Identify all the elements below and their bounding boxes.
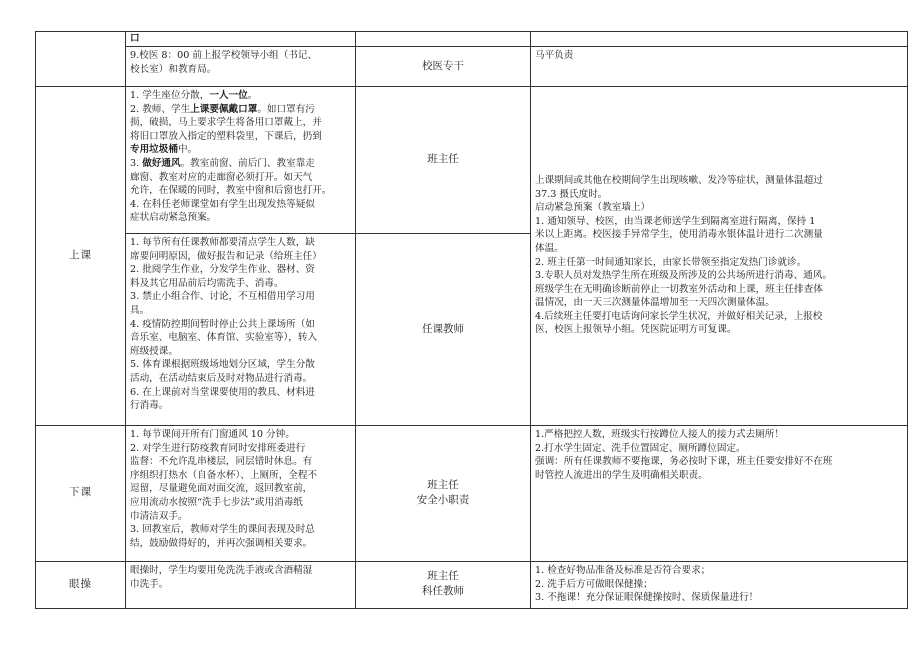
text-line: 料及其它用品前后均需洗手、消毒。 [130,277,284,289]
table-row-school-doctor [36,47,908,87]
text-line: 体温。 [535,242,564,254]
text-line: 校长室）和教育局。 [130,63,217,75]
text-line: 2.打水学生固定、洗手位置固定、厕所蹲位固定。 [535,442,746,454]
text-line: 监督：不允许乱串楼层，同层错时休息。有 [130,456,313,468]
text-line: 3. 不拖课！充分保证眼保健操按时、保质保量进行！ [535,592,759,604]
text-line: 逗留，尽量避免面对面交流，返回教室前， [130,483,313,495]
text-line: 专用垃圾桶中。 [130,144,198,156]
note-cell-doctor [531,47,908,87]
text-line: 1. 学生座位分散，一人一位。 [130,90,258,101]
text-line: 症状启动紧急预案。 [130,212,217,224]
text-line: 巾洗手。 [130,578,169,590]
text-line: 行消毒。 [130,400,169,412]
category-cell-break [36,426,126,562]
resp-cell-doctor [356,47,531,87]
text-line: 4.后续班主任要打电话询问家长学生状况，并做好相关记录，上报校 [535,310,823,322]
text-line: 5. 体育课根据班级场地划分区域，学生分散 [130,359,315,371]
text-line: 音乐室、电脑室、体育馆、实验室等），转入 [130,332,318,344]
table-row-continued-tail [36,32,908,47]
text-line: 上课期间或其他在校期间学生出现咳嗽、发冷等症状，测量体温超过 [535,174,823,186]
resp-cell-break [356,426,531,562]
text-line: 6. 在上课前对当堂课要使用的教具、材料进 [130,386,315,398]
text-line: 1. 通知领导、校医，由当课老师送学生到隔离室进行隔离，保持 1 [535,215,816,227]
text-line: 1. 每节所有任课教师都要清点学生人数，缺 [130,237,315,248]
text-line: 3. 回教室后，教师对学生的课间表现及时总 [130,524,315,536]
text-line: 班级授课。 [130,345,178,357]
text-line: 应用流动水按照“洗手七步法”或用消毒纸 [130,496,303,508]
text-line: 巾清洁双手。 [130,510,188,522]
principal-cell-class-head [126,87,356,234]
text-line: 4. 在科任老师课堂如有学生出现发热等疑似 [130,198,315,210]
resp-label: 班主任 [427,570,459,583]
text-line: 允许，在保暖的同时，教室中窗和后窗也打开。 [130,185,332,197]
resp-label: 安全小职责 [416,494,470,506]
principal-cell-class-subject [126,234,356,426]
text-line: 37.3 摄氏度时。 [535,188,608,200]
text-line: 9.校医 8：00 前上报学校领导小组（书记、 [130,50,318,61]
category-label: 上课 [69,248,92,261]
category-cell-class [36,87,126,426]
table-row-class-head-teacher [36,87,908,234]
text-line: 2. 对学生进行防疫教育同时安排班委进行 [130,442,306,454]
text-line: 启动紧急预案（教室墙上） [535,202,651,214]
category-cell-eye [36,562,126,609]
text-line: 活动，在活动结束后及时对物品进行消毒。 [130,372,313,384]
text-line: 具。 [130,304,150,316]
category-cell-empty [36,32,126,87]
text-line: 温情况，由一天三次测量体温增加至一天四次测量体温。 [535,297,775,309]
text-line: 医，校医上报领导小组。凭医院证明方可复课。 [535,324,737,336]
text-line: 班级学生在无明确诊断前停止一切教室外活动和上课，班主任排查体 [535,283,823,295]
text-line: 3.专职人员对发热学生所在班级及所涉及的公共场所进行消毒、通风。 [535,270,832,282]
text-line: 1. 检查好物品准备及标准是否符合要求； [535,565,711,576]
resp-label: 任课教师 [422,322,464,335]
text-line: 眼操时，学生均要用免洗洗手液或含酒精湿 [130,565,313,576]
prevention-measures-table [35,31,908,609]
table-row-break [36,426,908,562]
resp-cell-eye [356,562,531,609]
emergency-plan-cell [531,87,908,426]
principal-cell-eye [126,562,356,609]
resp-label: 班主任 [427,153,459,165]
text-line: 席要问明原因，做好报告和记录（给班主任） [130,250,322,262]
category-label: 眼操 [69,577,92,590]
table-row-eye-exercise [36,562,908,609]
text-line: 1. 每节课间开所有门窗通风 10 分钟。 [130,429,295,440]
text-line: 廊窗、教室对应的走廊窗必须打开。如天气 [130,171,313,183]
text-line: 2. 教师、学生上课要佩戴口罩。如口罩有污 [130,103,315,115]
note-text: 马平负责 [535,50,574,61]
category-label: 下课 [69,486,92,499]
resp-tail-cell [356,32,531,47]
text-line: 损，破损，马上要求学生将备用口罩戴上，并 [130,117,322,129]
resp-cell-class-head [356,87,531,234]
resp-label: 班主任 [427,479,459,491]
note-cell-eye [531,562,908,609]
resp-label: 校医专干 [422,59,464,72]
text-line: 4. 疫情防控期间暂时停止公共上课场所（如 [130,318,315,330]
text-line: 2. 批阅学生作业，分发学生作业、器材、资 [130,264,315,276]
text-line: 3. 做好通风。教室前窗、前后门、教室靠走 [130,157,315,169]
principal-tail-text: 口 [130,33,140,44]
text-line: 2. 班主任第一时间通知家长，由家长带领至指定发热门诊就诊。 [535,256,807,268]
text-line: 1.严格把控人数，班级实行按蹲位人接人的接力式去厕所！ [535,429,784,440]
resp-cell-class-subject [356,234,531,426]
note-tail-cell [531,32,908,47]
text-line: 将旧口罩放入指定的塑料袋里，下课后，扔到 [130,130,322,142]
text-line: 序组织打热水（自备水杯）、上厕所，全程不 [130,469,318,481]
text-line: 时管控人流进出的学生及明确相关职责。 [535,469,708,481]
resp-label: 科任教师 [422,585,464,598]
note-cell-break [531,426,908,562]
principal-tail-cell [126,32,356,47]
text-line: 结，鼓励做得好的，并再次强调相关要求。 [130,537,313,549]
principal-cell-break [126,426,356,562]
text-line: 2. 洗手后方可做眼保健操； [535,578,653,590]
text-line: 米以上距离。校医接手异常学生，使用消毒水银体温计进行二次测量 [535,229,823,241]
text-line: 强调：所有任课教师不要拖课，务必按时下课，班主任要安排好不在班 [535,456,833,468]
text-line: 3. 禁止小组合作、讨论，不互相借用学习用 [130,291,315,303]
principal-cell-doctor [126,47,356,87]
